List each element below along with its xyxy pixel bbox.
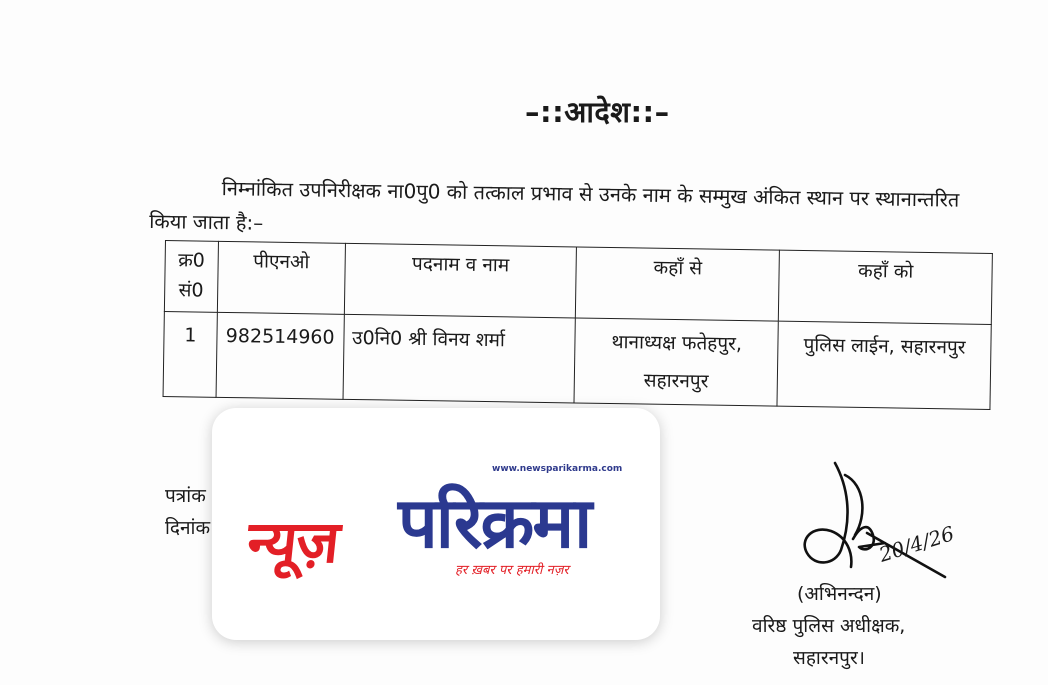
signatory-designation: वरिष्ठ पुलिस अधीक्षक, bbox=[752, 615, 906, 637]
watermark-logo-news: न्यूज़ bbox=[244, 508, 343, 576]
order-heading: –::आदेश::– bbox=[525, 95, 670, 129]
date-label: दिनांक bbox=[165, 517, 211, 539]
cell-pno: 982514960 bbox=[216, 312, 344, 399]
watermark-url: www.newsparikarma.com bbox=[492, 464, 623, 474]
transfer-table bbox=[163, 240, 993, 410]
signature-date: 20/4/26 bbox=[876, 521, 957, 567]
watermark-tagline: हर ख़बर पर हमारी नज़र bbox=[455, 563, 569, 578]
header-pno: पीएनओ bbox=[217, 241, 345, 314]
table-row bbox=[163, 311, 991, 409]
signature-scribble bbox=[795, 455, 960, 585]
order-paragraph bbox=[149, 170, 1018, 252]
cell-name: उ0नि0 श्री विनय शर्मा bbox=[343, 314, 576, 403]
watermark-logo-parikrama: परिक्रमा bbox=[398, 482, 591, 564]
header-to: कहाँ को bbox=[779, 250, 993, 324]
signatory-place: सहारनपुर। bbox=[793, 647, 865, 669]
letter-number-label: पत्रांक bbox=[165, 485, 206, 507]
header-from: कहाँ से bbox=[576, 247, 780, 321]
header-serial-number: क्र0 सं0 bbox=[164, 241, 218, 313]
signatory-name: (अभिनन्दन) bbox=[797, 583, 882, 605]
paragraph-line2: किया जाता है:– bbox=[149, 208, 264, 235]
header-name: पदनाम व नाम bbox=[344, 243, 577, 318]
cell-to: पुलिस लाईन, सहारनपुर bbox=[777, 321, 991, 409]
cell-from: थानाध्यक्ष फतेहपुर, सहारनपुर bbox=[574, 318, 778, 406]
table-header-row bbox=[164, 241, 992, 325]
cell-serial-number: 1 bbox=[163, 311, 217, 397]
paragraph-line1: निम्नांकित उपनिरीक्षक ना0पु0 को तत्काल प्रभाव से उनके नाम के सम्मुख अंकित स्थान पर स्थानान्तरित bbox=[221, 176, 960, 212]
